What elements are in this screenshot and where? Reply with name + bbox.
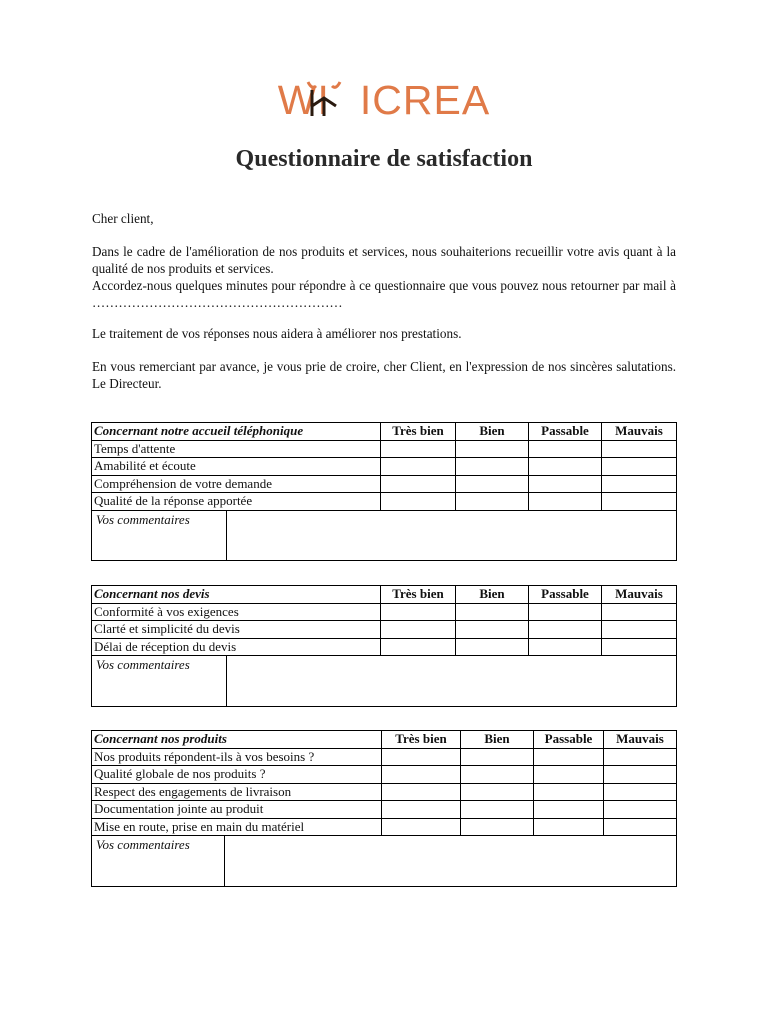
question-label: Nos produits répondent-ils à vos besoins ? [92,748,382,766]
question-label: Délai de réception du devis [92,638,381,656]
question-row [92,748,677,766]
question-label: Temps d'attente [92,440,381,458]
rating-cell[interactable] [461,801,534,819]
rating-cell[interactable] [456,458,529,476]
rating-cell[interactable] [534,783,604,801]
rating-cell[interactable] [461,766,534,784]
section-title: Concernant nos devis [92,586,381,604]
rating-header: Mauvais [604,731,677,749]
rating-cell[interactable] [529,458,602,476]
comments-field[interactable] [227,656,676,706]
question-row [92,493,677,511]
letter-treatment: Le traitement de vos réponses nous aidera à améliorer nos prestations. [92,326,462,341]
rating-header: Passable [529,586,602,604]
section-title: Concernant nos produits [92,731,382,749]
rating-cell[interactable] [529,638,602,656]
rating-cell[interactable] [602,621,677,639]
rating-cell[interactable] [381,493,456,511]
rating-cell[interactable] [529,603,602,621]
rating-cell[interactable] [529,493,602,511]
rating-cell[interactable] [456,603,529,621]
rating-cell[interactable] [534,801,604,819]
comments-field[interactable] [225,836,676,886]
rating-cell[interactable] [604,818,677,836]
question-row [92,603,677,621]
rating-cell[interactable] [529,475,602,493]
rating-cell[interactable] [602,493,677,511]
survey-table-phone [91,422,677,561]
rating-cell[interactable] [381,621,456,639]
question-row [92,801,677,819]
rating-header: Mauvais [602,586,677,604]
rating-cell[interactable] [382,783,461,801]
rating-cell[interactable] [381,638,456,656]
rating-cell[interactable] [604,766,677,784]
rating-header: Passable [534,731,604,749]
rating-cell[interactable] [456,621,529,639]
question-row [92,766,677,784]
rating-cell[interactable] [381,458,456,476]
rating-header: Bien [456,586,529,604]
rating-cell[interactable] [382,801,461,819]
rating-cell[interactable] [602,638,677,656]
rating-cell[interactable] [382,766,461,784]
letter-intro: Dans le cadre de l'amélioration de nos produits et services, nous souhaiterions recueillir votre avis quant à la qualité de nos produits et services. [92,244,676,276]
question-row [92,621,677,639]
question-row [92,818,677,836]
rating-cell[interactable] [604,783,677,801]
rating-cell[interactable] [461,748,534,766]
rating-cell[interactable] [381,475,456,493]
rating-cell[interactable] [604,748,677,766]
rating-cell[interactable] [602,475,677,493]
rating-cell[interactable] [529,621,602,639]
survey-table-products [91,730,677,887]
rating-cell[interactable] [602,603,677,621]
question-label: Mise en route, prise en main du matériel [92,818,382,836]
rating-cell[interactable] [461,818,534,836]
question-label: Amabilité et écoute [92,458,381,476]
letter-request: Accordez-nous quelques minutes pour répondre à ce questionnaire que vous pouvez nous retourner par mail à ………………………………………………… [92,278,676,310]
question-row [92,440,677,458]
question-label: Compréhension de votre demande [92,475,381,493]
rating-cell[interactable] [602,440,677,458]
rating-cell[interactable] [456,493,529,511]
question-label: Qualité globale de nos produits ? [92,766,382,784]
question-row [92,638,677,656]
rating-cell[interactable] [604,801,677,819]
question-row [92,475,677,493]
rating-header: Très bien [381,423,456,441]
question-label: Documentation jointe au produit [92,801,382,819]
rating-cell[interactable] [534,748,604,766]
rating-cell[interactable] [534,766,604,784]
rating-header: Mauvais [602,423,677,441]
question-row [92,458,677,476]
rating-cell[interactable] [456,440,529,458]
question-label: Qualité de la réponse apportée [92,493,381,511]
logo-text: WI ICREA [277,77,491,123]
rating-header: Très bien [382,731,461,749]
page-title: Questionnaire de satisfaction [235,146,533,172]
logo-k-icon [306,76,342,124]
rating-header: Bien [456,423,529,441]
rating-cell[interactable] [461,783,534,801]
question-label: Conformité à vos exigences [92,603,381,621]
rating-cell[interactable] [382,748,461,766]
rating-cell[interactable] [381,440,456,458]
rating-cell[interactable] [382,818,461,836]
section-title: Concernant notre accueil téléphonique [92,423,381,441]
letter-closing: En vous remerciant par avance, je vous prie de croire, cher Client, en l'expression de nos sincères salutations. Le Directeur. [92,359,676,391]
rating-cell[interactable] [534,818,604,836]
rating-header: Passable [529,423,602,441]
company-logo [0,76,768,124]
rating-cell[interactable] [381,603,456,621]
comments-label: Vos commentaires [92,656,227,706]
comments-field[interactable] [227,511,676,560]
rating-cell[interactable] [602,458,677,476]
question-row [92,783,677,801]
question-label: Clarté et simplicité du devis [92,621,381,639]
rating-header: Très bien [381,586,456,604]
question-label: Respect des engagements de livraison [92,783,382,801]
comments-label: Vos commentaires [92,511,227,560]
comments-label: Vos commentaires [92,836,225,886]
rating-cell[interactable] [456,475,529,493]
rating-header: Bien [461,731,534,749]
letter-greeting: Cher client, [92,211,154,226]
survey-table-quotes [91,585,677,707]
rating-cell[interactable] [529,440,602,458]
rating-cell[interactable] [456,638,529,656]
